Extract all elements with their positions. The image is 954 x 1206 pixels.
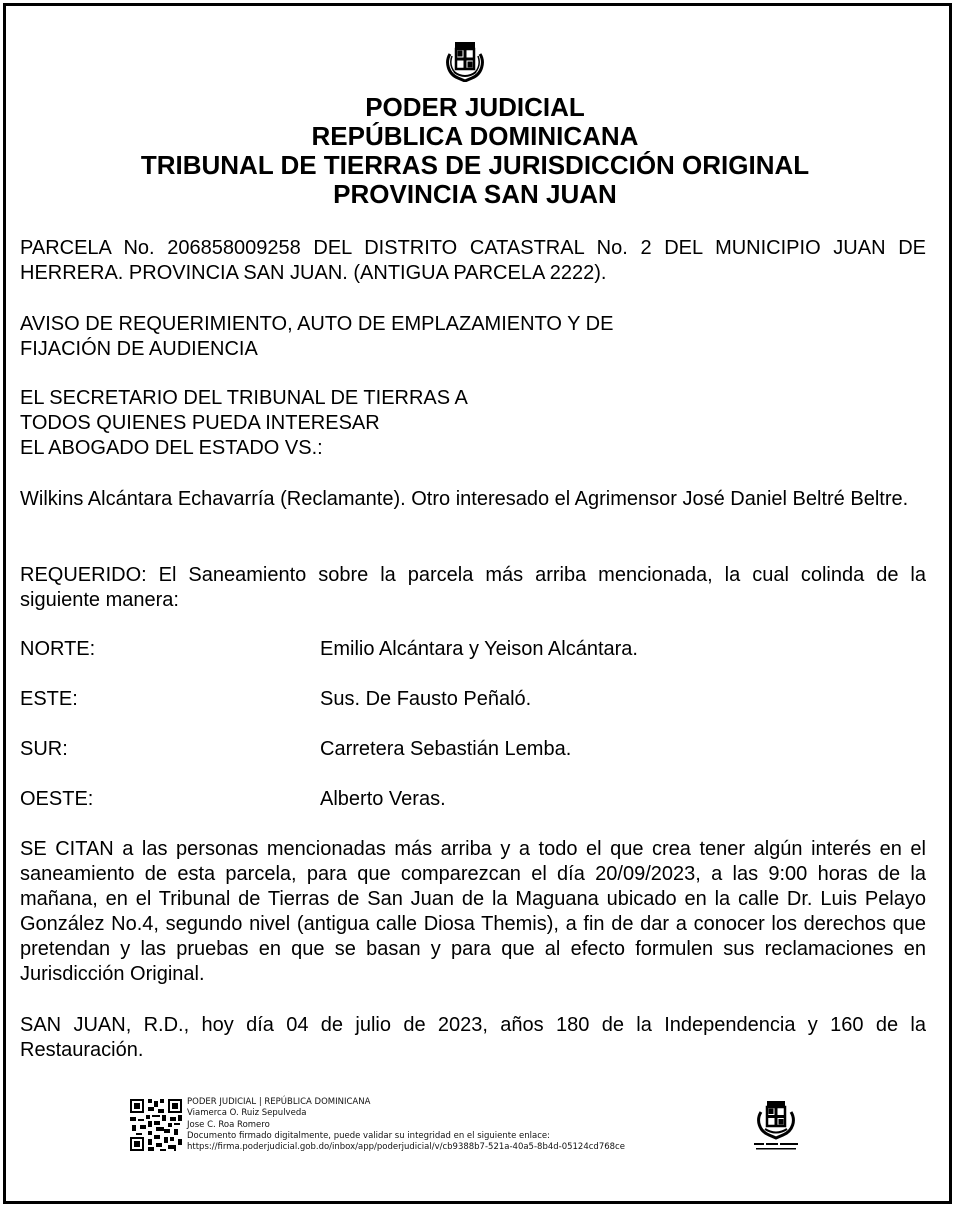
boundary-label-west: OESTE: <box>20 788 94 810</box>
signature-line-4: Documento firmado digitalmente, puede validar su integridad en el siguiente enlace: <box>187 1130 550 1141</box>
boundary-value-east: Sus. De Fausto Peñaló. <box>320 688 532 710</box>
boundary-value-south: Carretera Sebastián Lemba. <box>320 738 572 760</box>
boundary-label-north: NORTE: <box>20 638 96 660</box>
header-line-4: PROVINCIA SAN JUAN <box>333 179 617 209</box>
notice-line-1: AVISO DE REQUERIMIENTO, AUTO DE EMPLAZAMIENTO Y DE <box>20 313 614 335</box>
header-line-2: REPÚBLICA DOMINICANA <box>311 121 639 151</box>
signature-validation-link[interactable]: https://firma.poderjudicial.gob.do/inbox/app/poderjudicial/v/cb9388b7-521a-40a5-8b4d-05124cd768ce <box>187 1142 625 1153</box>
header-line-1: PODER JUDICIAL <box>365 92 585 122</box>
addressee-block <box>20 386 926 461</box>
summons-paragraph: SE CITAN a las personas mencionadas más arriba y a todo el que crea tener algún interés en el saneamiento de esta parcela, para que comparezcan el día 20/09/2023, a las 9:00 horas de la mañana, en el Tribunal de Tierras de San Juan de la Maguana ubicado en la calle Dr. Luis Pelayo González No.4, segundo nivel (antigua calle Diosa Themis), a fin de dar a conocer los derechos que pretendan y las pruebas en que se basan y para que al efecto formulen sus reclamaciones en Jurisdicción Original. <box>20 838 926 985</box>
qr-code-icon[interactable] <box>130 1099 182 1151</box>
digital-signature-block <box>130 1097 830 1167</box>
signature-line-2: Viamerca O. Ruiz Sepulveda <box>187 1108 307 1119</box>
boundary-value-west: Alberto Veras. <box>320 788 446 810</box>
date-paragraph: SAN JUAN, R.D., hoy día 04 de julio de 2023, años 180 de la Independencia y 160 de la Restauración. <box>20 1014 926 1061</box>
coat-of-arms-icon <box>442 36 488 82</box>
boundary-label-south: SUR: <box>20 738 68 760</box>
addressee-line-2: TODOS QUIENES PUEDA INTERESAR <box>20 412 380 434</box>
poder-judicial-seal-icon <box>752 1098 800 1158</box>
parcel-paragraph: PARCELA No. 206858009258 DEL DISTRITO CATASTRAL No. 2 DEL MUNICIPIO JUAN DE HERRERA. PROVINCIA SAN JUAN. (ANTIGUA PARCELA 2222). <box>20 237 926 284</box>
notice-title <box>20 312 926 362</box>
addressee-line-1: EL SECRETARIO DEL TRIBUNAL DE TIERRAS A <box>20 387 468 409</box>
header-line-3: TRIBUNAL DE TIERRAS DE JURISDICCIÓN ORIGINAL <box>140 150 810 180</box>
boundary-label-east: ESTE: <box>20 688 78 710</box>
parties-paragraph: Wilkins Alcántara Echavarría (Reclamante). Otro interesado el Agrimensor José Daniel Beltré Beltre. <box>20 488 909 510</box>
addressee-line-3: EL ABOGADO DEL ESTADO VS.: <box>20 437 323 459</box>
signature-text <box>187 1097 625 1153</box>
signature-line-3: Jose C. Roa Romero <box>187 1119 270 1130</box>
required-paragraph: REQUERIDO: El Saneamiento sobre la parcela más arriba mencionada, la cual colinda de la siguiente manera: <box>20 564 926 611</box>
document-header <box>0 93 950 209</box>
signature-line-1: PODER JUDICIAL | REPÚBLICA DOMINICANA <box>187 1097 371 1107</box>
boundary-value-north: Emilio Alcántara y Yeison Alcántara. <box>320 638 638 660</box>
notice-line-2: FIJACIÓN DE AUDIENCIA <box>20 338 258 360</box>
